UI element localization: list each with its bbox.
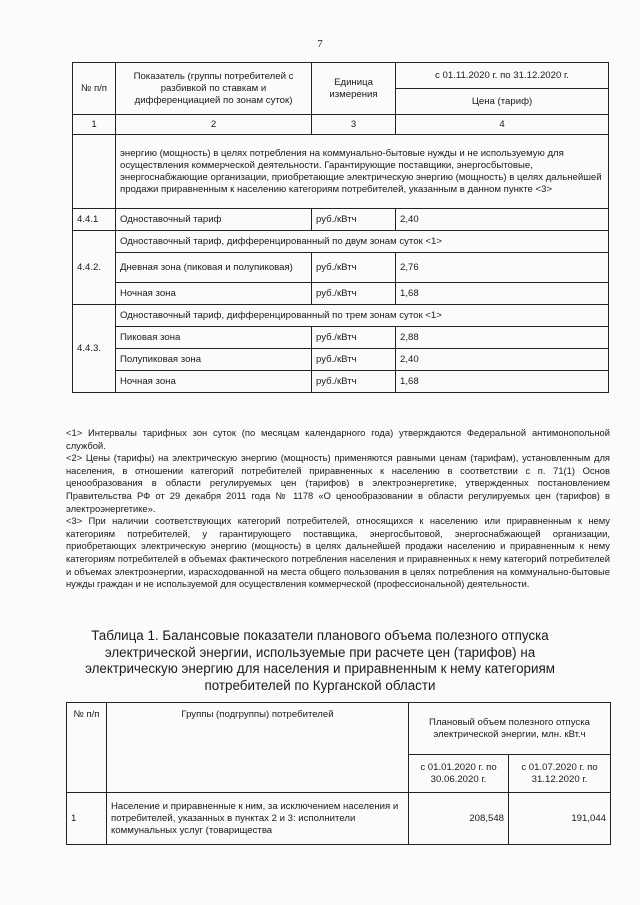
- section-title: Одноставочный тариф, дифференцированный по трем зонам суток <1>: [116, 305, 609, 327]
- row-name: Ночная зона: [116, 283, 312, 305]
- footnote-1: <1> Интервалы тарифных зон суток (по месяцам календарного года) утверждаются Федеральной антимонопольной службой.: [66, 427, 610, 451]
- footnote-3: <3> При наличии соответствующих категорий потребителей, относящихся к населению или приравненным к нему категориям потребителей, у гарантирующего поставщика, энергосбытовой, энергоснабжающей организации, приобретающих электрическую энергию (мощность) в целях дальнейшей продажи населению и приравненным к нему категориям потребителей в объемах фактического потребления населения и приравненных к нему категорий потребителей и объемах электроэнергии, израсходованной на места общего пользования в целях потребления на коммунально-бытовые нужды граждан и не используемой для осуществления коммерческой (профессиональной) деятельности.: [66, 515, 610, 590]
- header-price: Цена (тариф): [396, 89, 609, 115]
- row-unit: руб./кВтч: [312, 209, 396, 231]
- footnote-2: <2> Цены (тарифы) на электрическую энергию (мощность) применяются равными ценам (тарифам), установленным для населения, в отношении категорий потребителей приравненных к населению в соответствии с п. 71(1) Основ ценообразования в области регулируемых цен (тарифов) в электроэнергетике, утвержденных постановлением Правительства РФ от 29 декабря 2011 года № 1178 «О ценообразовании в области регулируемых цен (тарифов) в электроэнергетике».: [66, 452, 610, 514]
- row-unit: руб./кВтч: [312, 371, 396, 393]
- row-value: 2,76: [396, 253, 609, 283]
- continued-text: энергию (мощность) в целях потребления на коммунально-бытовые нужды и не используемую для осуществления коммерческой деятельности. Гарантирующие поставщики, энергосбытовые, энергоснабжающие организации, приобретающие электрическую энергию (мощность) в целях дальнейшей продажи приравненным к населению категориям потребителей, указанным в данном пункте <3>: [116, 135, 609, 209]
- row-unit: руб./кВтч: [312, 327, 396, 349]
- row-name: Полупиковая зона: [116, 349, 312, 371]
- header-num: № п/п: [67, 703, 107, 793]
- colnum-3: 3: [312, 115, 396, 135]
- row-value: 1,68: [396, 283, 609, 305]
- row-name: Дневная зона (пиковая и полупиковая): [116, 253, 312, 283]
- header-period-2: с 01.07.2020 г. по 31.12.2020 г.: [509, 755, 611, 793]
- balance-table: [66, 702, 611, 845]
- header-indicator: Показатель (группы потребителей с разбивкой по ставкам и дифференциацией по зонам суток): [116, 63, 312, 115]
- colnum-1: 1: [73, 115, 116, 135]
- row-unit: руб./кВтч: [312, 349, 396, 371]
- header-num: № п/п: [73, 63, 116, 115]
- row-name: Одноставочный тариф: [116, 209, 312, 231]
- row-num: 1: [67, 793, 107, 845]
- section-title: Одноставочный тариф, дифференцированный по двум зонам суток <1>: [116, 231, 609, 253]
- table-title: Таблица 1. Балансовые показатели планового объема полезного отпуска электрической энергии, используемые при расчете цен (тарифов) на электрическую энергию для населения и приравненным к нему категориям потребителей по Курганской области: [85, 628, 555, 693]
- header-unit: Единица измерения: [312, 63, 396, 115]
- tariff-table: [72, 62, 609, 393]
- row-name: Население и приравненные к ним, за исключением населения и потребителей, указанных в пунктах 2 и 3: исполнители коммунальных услуг (товарищества: [107, 793, 409, 845]
- colnum-4: 4: [396, 115, 609, 135]
- footnotes: [66, 427, 610, 591]
- row-value: 2,40: [396, 209, 609, 231]
- row-num: 4.4.1: [73, 209, 116, 231]
- header-groups: Группы (подгруппы) потребителей: [107, 703, 409, 793]
- colnum-2: 2: [116, 115, 312, 135]
- row-num: 4.4.3.: [73, 305, 116, 393]
- row-value: 1,68: [396, 371, 609, 393]
- header-period-1: с 01.01.2020 г. по 30.06.2020 г.: [409, 755, 509, 793]
- header-period: с 01.11.2020 г. по 31.12.2020 г.: [396, 63, 609, 89]
- row-unit: руб./кВтч: [312, 283, 396, 305]
- row-value: 2,40: [396, 349, 609, 371]
- row-num: 4.4.2.: [73, 231, 116, 305]
- row-value-2: 191,044: [509, 793, 611, 845]
- row-unit: руб./кВтч: [312, 253, 396, 283]
- header-volume: Плановый объем полезного отпуска электрической энергии, млн. кВт.ч: [409, 703, 611, 755]
- row-name: Ночная зона: [116, 371, 312, 393]
- row-value-1: 208,548: [409, 793, 509, 845]
- row-value: 2,88: [396, 327, 609, 349]
- row-name: Пиковая зона: [116, 327, 312, 349]
- page-number: 7: [317, 38, 323, 50]
